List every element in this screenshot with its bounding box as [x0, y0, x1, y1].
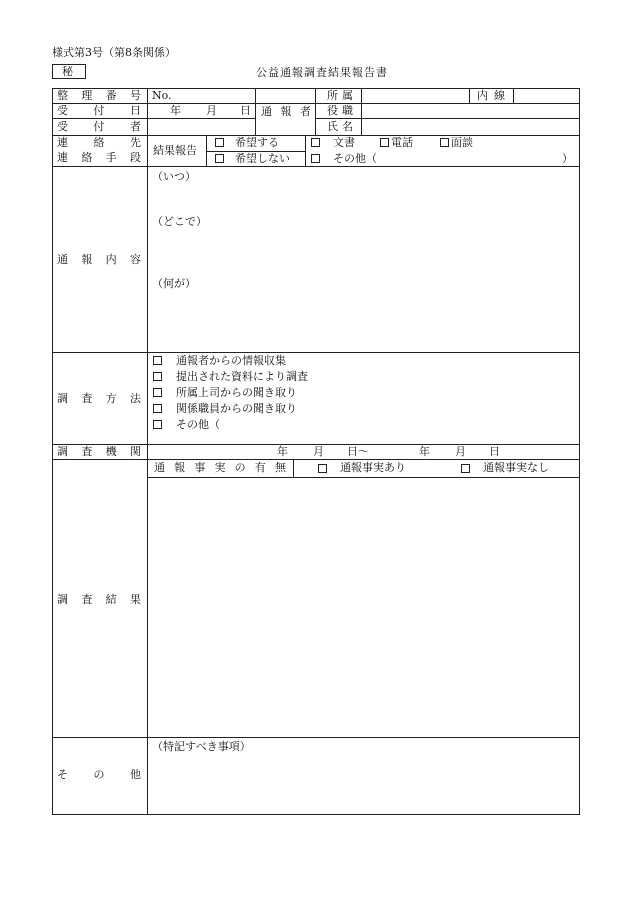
bunsho-label: 文書 [333, 136, 355, 149]
checkbox-fact-yes[interactable] [318, 464, 327, 473]
checkbox-mendan[interactable] [440, 138, 449, 147]
date-year: 年 [170, 104, 181, 117]
label-shozoku: 所 属 [327, 89, 353, 102]
shozoku-field[interactable] [362, 89, 468, 102]
label-renrakusaki: 連 絡 先 [57, 136, 141, 149]
label-kekka-hokoku: 結果報告 [153, 144, 197, 157]
label-renraku-shudan: 連 絡 手 段 [57, 151, 141, 164]
label-seiri-bango: 整 理 番 号 [57, 89, 141, 102]
label-sonota: そ の 他 [57, 768, 141, 781]
content-dokode: （どこで） [152, 215, 207, 228]
period-month: 月 [313, 445, 324, 458]
other-note: （特記すべき事項） [152, 740, 251, 753]
content-itsu: （いつ） [152, 170, 196, 183]
label-shimei: 氏 名 [327, 120, 353, 133]
checkbox-fact-no[interactable] [461, 464, 470, 473]
method-3-label: 所属上司からの聞き取り [176, 386, 297, 399]
date-day: 日 [240, 104, 251, 117]
yakushoku-field[interactable] [362, 104, 578, 117]
checkbox-sonota-shudan[interactable] [311, 154, 320, 163]
sonota-shudan-label: その他（ [333, 152, 377, 165]
method-2-label: 提出された資料により調査 [176, 370, 308, 383]
period-year: 年 [277, 445, 288, 458]
checkbox-kibo-suru[interactable] [215, 138, 224, 147]
label-chosa-kekka: 調 査 結 果 [57, 593, 141, 606]
denwa-label: 電話 [391, 136, 413, 149]
checkbox-method-5[interactable] [153, 420, 162, 429]
checkbox-method-1[interactable] [153, 356, 162, 365]
chosa-kekka-field[interactable] [148, 478, 579, 736]
uketsuke-date-field[interactable] [148, 104, 254, 117]
form-number: 様式第3号（第8条関係） [52, 46, 176, 59]
label-chosa-kikan: 調 査 機 関 [57, 445, 141, 458]
content-naniga: （何が） [152, 277, 196, 290]
label-uketsuke-bi: 受 付 日 [57, 104, 141, 117]
period-year2: 年 [419, 445, 430, 458]
period-day2: 日 [489, 445, 500, 458]
close-paren: ） [562, 152, 573, 165]
label-yakushoku: 役 職 [327, 104, 353, 117]
naisen-field[interactable] [514, 89, 578, 102]
tsuho-naiyo-field[interactable] [148, 167, 579, 351]
label-tsuho-naiyo: 通 報 内 容 [57, 253, 141, 266]
checkbox-method-2[interactable] [153, 372, 162, 381]
method-4-label: 関係職員からの聞き取り [176, 402, 297, 415]
shimei-field[interactable] [362, 119, 578, 134]
kibo-shinai-label: 希望しない [235, 152, 290, 165]
period-day-tilde: 日～ [347, 445, 369, 458]
label-chosa-hoho: 調 査 方 法 [57, 392, 141, 405]
fact-yes-label: 通報事実あり [340, 461, 406, 474]
label-fact-existence: 通 報 事 実 の 有 無 [154, 461, 286, 474]
kibo-suru-label: 希望する [235, 136, 279, 149]
page-title: 公益通報調査結果報告書 [256, 66, 388, 79]
label-reporter: 通 報 者 [261, 105, 311, 118]
sonota-shudan-field[interactable] [388, 152, 558, 165]
method-5-label: その他（ [176, 418, 220, 431]
checkbox-method-4[interactable] [153, 404, 162, 413]
method-1-label: 通報者からの情報収集 [176, 354, 286, 367]
date-month: 月 [206, 104, 217, 117]
mendan-label: 面談 [451, 136, 473, 149]
sonota-field[interactable] [148, 754, 579, 814]
uketsuke-sha-field[interactable] [148, 119, 254, 134]
checkbox-method-3[interactable] [153, 388, 162, 397]
checkbox-kibo-shinai[interactable] [215, 154, 224, 163]
period-month2: 月 [455, 445, 466, 458]
checkbox-denwa[interactable] [380, 138, 389, 147]
fact-no-label: 通報事実なし [483, 461, 549, 474]
no-field[interactable]: No. [152, 89, 172, 102]
checkbox-bunsho[interactable] [311, 138, 320, 147]
secret-mark: 秘 [62, 65, 73, 78]
label-naisen: 内 線 [477, 89, 505, 102]
label-uketsuke-sha: 受 付 者 [57, 120, 141, 133]
